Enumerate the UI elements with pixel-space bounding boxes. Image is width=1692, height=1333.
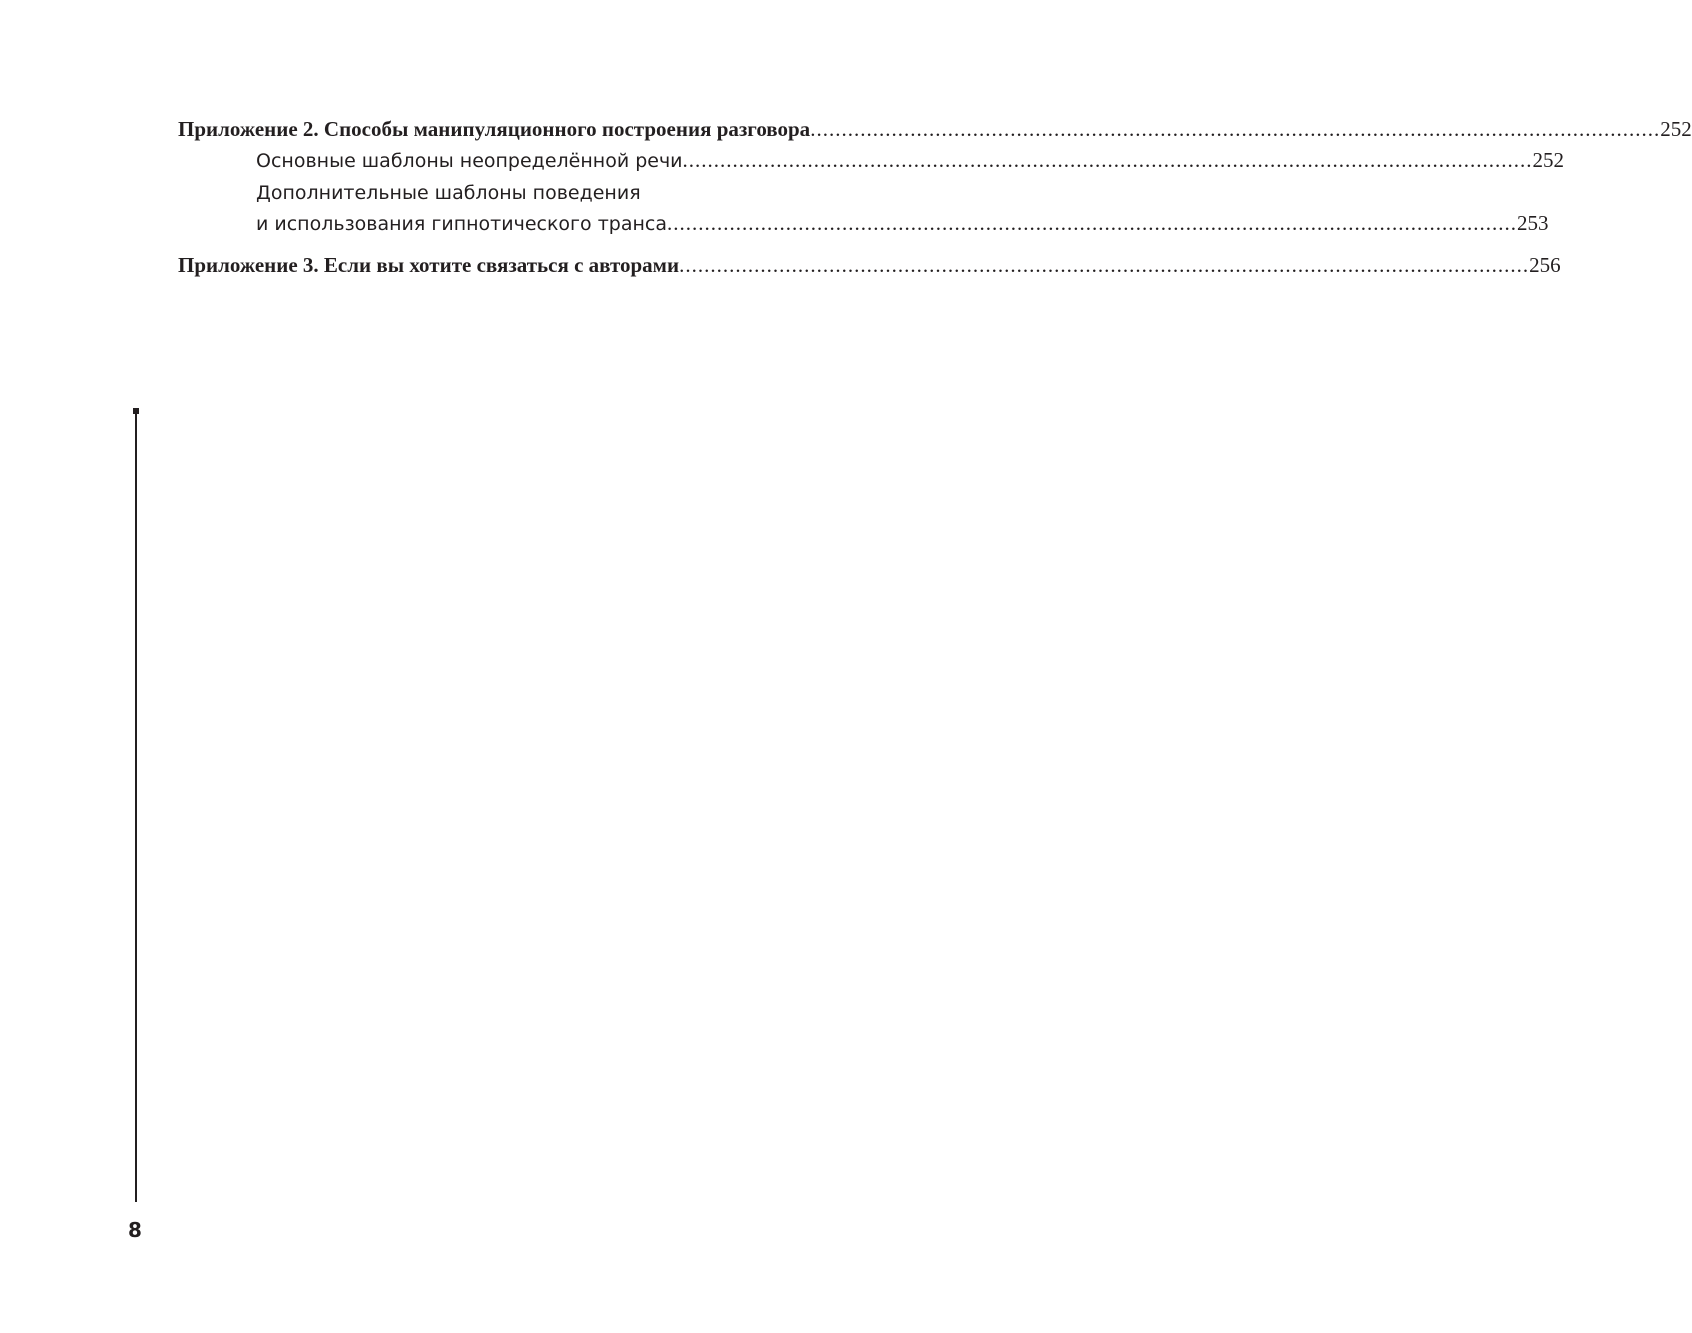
margin-rule: [135, 412, 137, 1202]
page-number: 8: [128, 1218, 142, 1242]
toc-dot-leader: ........................................................................................................................................: [810, 117, 1661, 141]
toc-entry-title-line-1: Дополнительные шаблоны поведения: [256, 182, 641, 204]
toc-dot-leader: ........................................................................................................................................: [682, 148, 1533, 172]
toc-entry-appendix-3[interactable]: [178, 249, 1561, 281]
toc-entry-behavior-patterns-trance[interactable]: [178, 178, 1549, 239]
toc-entry-title: Основные шаблоны неопределённой речи: [256, 150, 683, 172]
toc-dot-leader: ........................................................................................................................................: [679, 253, 1530, 277]
toc-page-number: 253: [1517, 211, 1549, 235]
toc-dot-leader: ........................................................................................................................................: [667, 211, 1517, 235]
toc-entry-title-line-2: и использования гипнотического транса: [256, 213, 667, 235]
toc-entry-title: Приложение 3. Если вы хотите связаться с авторами: [178, 253, 680, 277]
table-of-contents: [178, 113, 1692, 281]
toc-page-number: 252: [1660, 117, 1692, 141]
toc-entry-title: Приложение 2. Способы манипуляционного построения разговора: [178, 117, 811, 141]
toc-page-number: 252: [1532, 148, 1565, 172]
toc-entry-appendix-2[interactable]: [178, 113, 1692, 145]
toc-page-number: 256: [1529, 253, 1561, 277]
toc-entry-vague-speech-patterns[interactable]: [178, 145, 1565, 176]
